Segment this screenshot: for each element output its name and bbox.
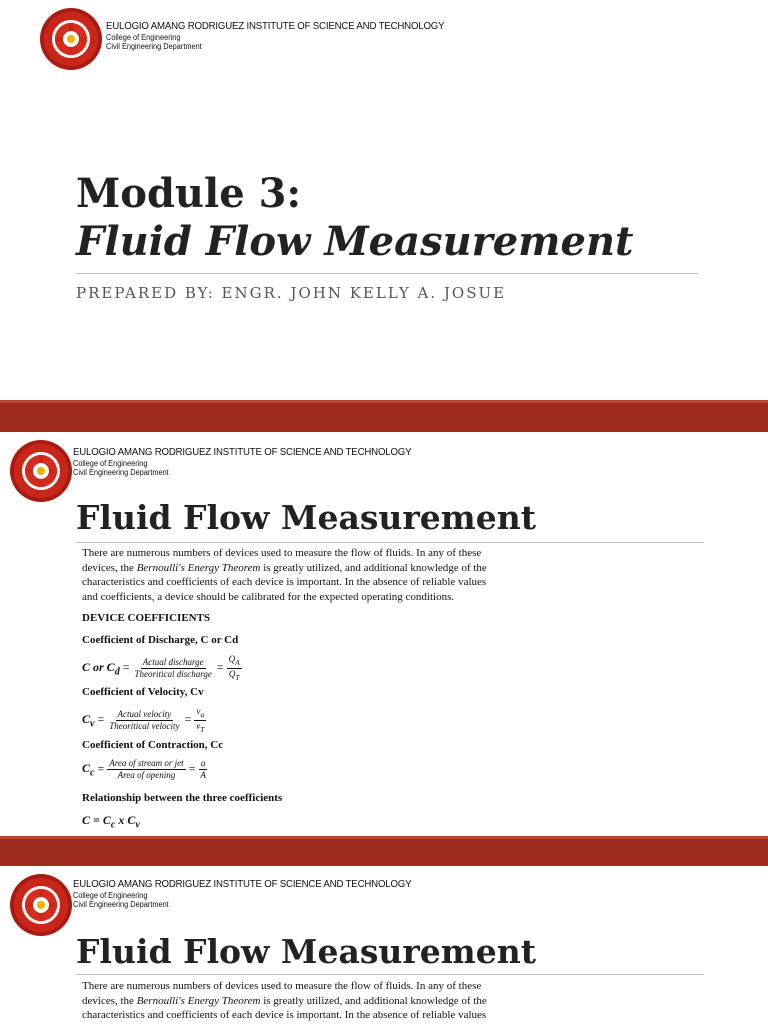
slide-separator-band — [0, 400, 768, 432]
gear-emblem-icon — [40, 8, 102, 70]
institution-header — [106, 20, 474, 52]
device-coefficients-heading: DEVICE COEFFICIENTS — [82, 612, 211, 624]
discharge-coefficient-heading: Coefficient of Discharge, C or Cd — [82, 634, 239, 646]
title-divider — [76, 542, 704, 543]
module-subject: Fluid Flow Measurement — [76, 218, 634, 265]
contraction-equation: $C_c$ = $\frac{\text{Area of stream or jet}}{\text{Area of opening}}$ = $\frac{a}{A}$ — [82, 758, 206, 780]
institution-header — [73, 878, 441, 910]
intro-paragraph: There are numerous numbers of devices used to measure the flow of fluids. In any of these devices, the Bernoulli's Energy Theorem is greatly utilized, and additional knowledge of the characteristics and coefficients of each device is important. In the absence of reliable values — [82, 980, 487, 1021]
college-name: College of Engineering — [73, 890, 148, 900]
institution-header — [73, 446, 441, 478]
institute-name: EULOGIO AMANG RODRIGUEZ INSTITUTE OF SCIENCE AND TECHNOLOGY — [106, 20, 445, 32]
institute-name: EULOGIO AMANG RODRIGUEZ INSTITUTE OF SCIENCE AND TECHNOLOGY — [73, 878, 412, 890]
college-name: College of Engineering — [106, 32, 181, 42]
institute-seal-logo — [40, 8, 102, 70]
slide-title: Fluid Flow Measurement — [76, 498, 536, 537]
slide-1 — [0, 0, 768, 400]
slide-3 — [0, 866, 768, 1024]
department-name: Civil Engineering Department — [73, 900, 169, 910]
relationship-equation: $C = C_c$ x $C_v$ — [82, 813, 140, 831]
velocity-coefficient-heading: Coefficient of Velocity, Cv — [82, 686, 204, 698]
module-title — [76, 170, 634, 266]
slide-2 — [0, 432, 768, 836]
module-number: Module 3: — [76, 170, 302, 217]
slide-separator-band — [0, 836, 768, 866]
relationship-heading: Relationship between the three coefficients — [82, 792, 283, 804]
velocity-equation: $C_v$ = $\frac{\text{Actual velocity}}{\text{Theoritical velocity}}$ = $\frac{v_a}{v_T}$ — [82, 706, 205, 734]
institute-seal-logo — [10, 874, 72, 936]
intro-paragraph: There are numerous numbers of devices used to measure the flow of fluids. In any of these devices, the Bernoulli's Energy Theorem is greatly utilized, and additional knowledge of the characteristics and coefficients of each device is important. In the absence of reliable values and coefficients, a device should be calibrated for the expected operating conditions. — [82, 547, 487, 603]
department-name: Civil Engineering Department — [73, 468, 169, 478]
title-divider — [76, 974, 704, 975]
discharge-equation: C or $C_d$ = $\frac{\text{Actual discharge}}{\text{Theoritical discharge}}$ = $\frac{Q_A}{Q_T}$ — [82, 654, 240, 682]
gear-emblem-icon — [10, 874, 72, 936]
institute-name: EULOGIO AMANG RODRIGUEZ INSTITUTE OF SCIENCE AND TECHNOLOGY — [73, 446, 412, 458]
prepared-by: PREPARED BY: ENGR. JOHN KELLY A. JOSUE — [76, 284, 507, 302]
contraction-coefficient-heading: Coefficient of Contraction, Cc — [82, 739, 224, 751]
institute-seal-logo — [10, 440, 72, 502]
gear-emblem-icon — [10, 440, 72, 502]
department-name: Civil Engineering Department — [106, 42, 202, 52]
slide-title: Fluid Flow Measurement — [76, 932, 536, 971]
college-name: College of Engineering — [73, 458, 148, 468]
title-divider — [76, 273, 698, 274]
